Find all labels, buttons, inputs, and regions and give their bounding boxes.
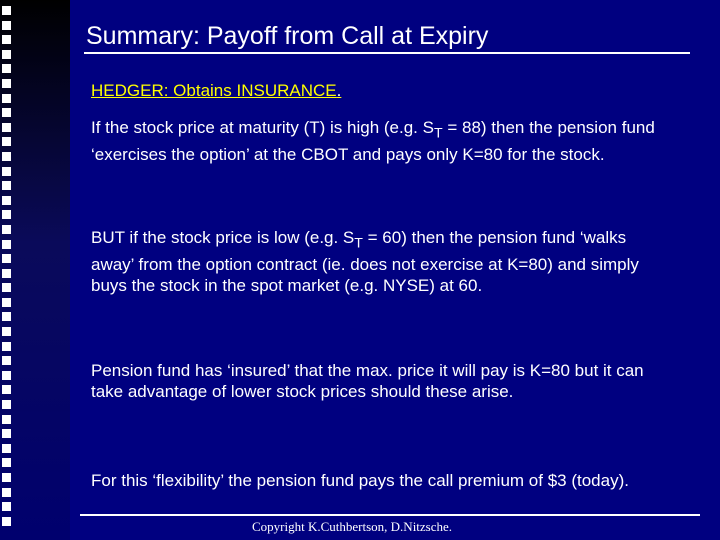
copyright-footer: Copyright K.Cuthbertson, D.Nitzsche. [252, 519, 453, 534]
side-square [2, 6, 11, 15]
side-square [2, 385, 11, 394]
paragraph-high-price [91, 117, 671, 165]
side-square [2, 225, 11, 234]
p2-subscript: T [354, 235, 363, 252]
side-square [2, 444, 11, 453]
title-underline [84, 52, 690, 54]
side-square [2, 21, 11, 30]
hedger-heading [91, 81, 341, 101]
side-square [2, 35, 11, 44]
side-square [2, 210, 11, 219]
side-square [2, 312, 11, 321]
paragraph-low-price [91, 227, 671, 296]
p2-text-a: BUT if the stock price is low (e.g. S [91, 228, 355, 247]
p2-text-b: = 60) then the pension fund ‘walks away’ from the option contract (ie. does not exercise at K=80) and simply buys the stock in the spot market (e.g. NYSE) at 60. [91, 228, 639, 296]
side-square [2, 342, 11, 351]
p1-text-b: = 88) then the pension fund ‘exercises the option’ at the CBOT and pays only K=80 for the stock. [91, 118, 655, 165]
side-square [2, 283, 11, 292]
side-square [2, 167, 11, 176]
side-square [2, 502, 11, 511]
hedger-label: HEDGER: Obtains INSURANCE [91, 81, 337, 100]
footer-rule [80, 514, 700, 516]
p1-subscript: T [433, 125, 443, 142]
side-square [2, 108, 11, 117]
side-square [2, 196, 11, 205]
side-square [2, 488, 11, 497]
side-square [2, 473, 11, 482]
side-square-strip [2, 6, 14, 531]
side-square [2, 327, 11, 336]
side-square [2, 298, 11, 307]
paragraph-premium: For this ‘flexibility’ the pension fund pays the call premium of $3 (today). [91, 471, 629, 490]
side-square [2, 137, 11, 146]
side-square [2, 64, 11, 73]
side-square [2, 50, 11, 59]
side-square [2, 415, 11, 424]
side-square [2, 356, 11, 365]
side-square [2, 79, 11, 88]
paragraph-insured: Pension fund has ‘insured’ that the max. price it will pay is K=80 but it can take advantage of lower stock prices should these arise. [91, 361, 644, 401]
side-square [2, 429, 11, 438]
side-square [2, 458, 11, 467]
side-square [2, 181, 11, 190]
side-square [2, 152, 11, 161]
side-square [2, 254, 11, 263]
side-square [2, 371, 11, 380]
side-square [2, 240, 11, 249]
side-square [2, 94, 11, 103]
p1-text-a: If the stock price at maturity (T) is high (e.g. S [91, 118, 434, 137]
slide-title: Summary: Payoff from Call at Expiry [86, 22, 489, 50]
hedger-period: . [336, 81, 342, 100]
side-square [2, 269, 11, 278]
side-square [2, 123, 11, 132]
side-square [2, 517, 11, 526]
side-square [2, 400, 11, 409]
